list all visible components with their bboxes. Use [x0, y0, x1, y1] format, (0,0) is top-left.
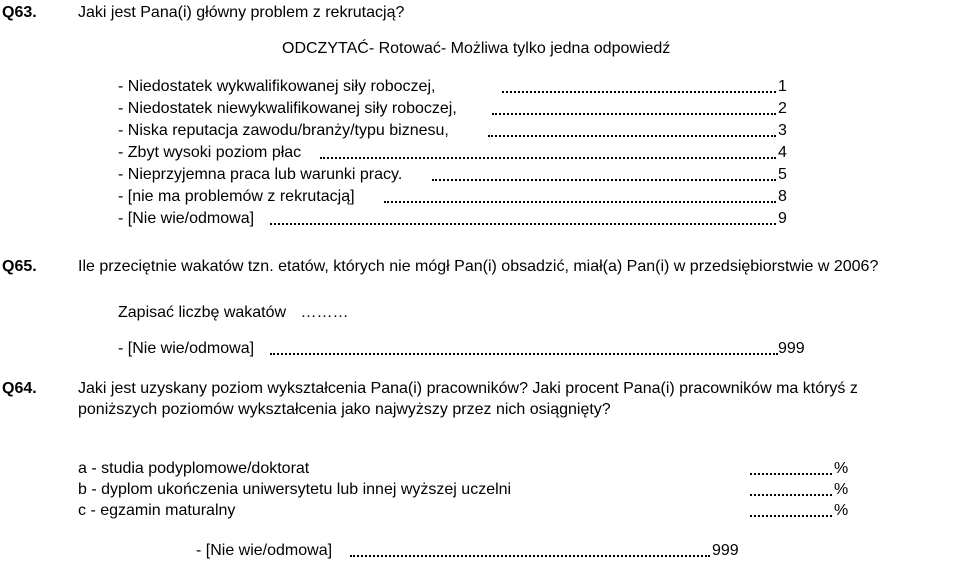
q64-option-b[interactable] — [78, 481, 858, 499]
dot-leader — [750, 481, 832, 496]
option-label: - [nie ma problemów z rekrutacją] — [118, 188, 355, 205]
option-label: - [Nie wie/odmowa] — [196, 542, 333, 559]
percent-sign: % — [834, 502, 849, 519]
q63-option-2[interactable] — [118, 100, 790, 118]
option-label: - Niska reputacja zawodu/branży/typu biznesu, — [118, 122, 449, 139]
dot-leader — [320, 144, 776, 159]
dot-leader — [488, 122, 776, 137]
option-label: - Niedostatek niewykwalifikowanej siły roboczej, — [118, 100, 457, 117]
q63-question: Jaki jest Pana(i) główny problem z rekrutacją? — [78, 4, 405, 21]
option-label: c - egzamin maturalny — [78, 502, 236, 519]
option-code: 4 — [778, 144, 787, 161]
q65-question: Ile przeciętnie wakatów tzn. etatów, których nie mógł Pan(i) obsadzić, miał(a) Pan(i) w przedsiębiorstwie w 2006? — [78, 258, 879, 275]
q64-number: Q64. — [2, 380, 37, 397]
dot-leader — [502, 78, 776, 93]
option-code: 5 — [778, 166, 787, 183]
q64-dk-option[interactable] — [196, 542, 756, 560]
option-label: - Niedostatek wykwalifikowanej siły roboczej, — [118, 78, 436, 95]
q64-option-a[interactable] — [78, 460, 858, 478]
percent-sign: % — [834, 460, 849, 477]
dot-leader — [350, 542, 710, 557]
instruction-text: Zapisać liczbę wakatów — [118, 304, 287, 321]
q63-option-3[interactable] — [118, 122, 790, 140]
q63-option-1[interactable] — [118, 78, 790, 96]
option-label: - [Nie wie/odmowa] — [118, 210, 255, 227]
q63-option-8[interactable] — [118, 188, 790, 206]
answer-blank[interactable]: ……… — [300, 304, 349, 321]
option-code: 999 — [712, 542, 739, 559]
q63-option-4[interactable] — [118, 144, 790, 162]
option-label: - [Nie wie/odmowa] — [118, 340, 255, 357]
option-label: - Nieprzyjemna praca lub warunki pracy. — [118, 166, 403, 183]
q65-instruction — [118, 304, 349, 322]
option-code: 8 — [778, 188, 787, 205]
q63-option-9[interactable] — [118, 210, 790, 228]
option-label: - Zbyt wysoki poziom płac — [118, 144, 302, 161]
dot-leader — [384, 188, 776, 203]
q64-option-c[interactable] — [78, 502, 858, 520]
q63-instruction: ODCZYTAĆ- Rotować- Możliwa tylko jedna odpowiedź — [282, 40, 671, 57]
percent-sign: % — [834, 481, 849, 498]
q64-question-line2: poniższych poziomów wykształcenia jako najwyższy przez nich osiągnięty? — [78, 401, 611, 418]
q65-number: Q65. — [2, 258, 37, 275]
option-code: 3 — [778, 122, 787, 139]
q65-dk-option[interactable] — [118, 340, 818, 358]
option-code: 1 — [778, 78, 787, 95]
q64-question-line1: Jaki jest uzyskany poziom wykształcenia Pana(i) pracowników? Jaki procent Pana(i) pracowników ma któryś z — [78, 380, 858, 397]
dot-leader — [270, 210, 776, 225]
dot-leader — [432, 166, 776, 181]
q63-number: Q63. — [2, 4, 37, 21]
q63-option-5[interactable] — [118, 166, 790, 184]
option-label: b - dyplom ukończenia uniwersytetu lub innej wyższej uczelni — [78, 481, 512, 498]
dot-leader — [270, 340, 778, 355]
option-code: 2 — [778, 100, 787, 117]
option-label: a - studia podyplomowe/doktorat — [78, 460, 310, 477]
dot-leader — [750, 502, 832, 517]
dot-leader — [750, 460, 832, 475]
option-code: 999 — [778, 340, 805, 357]
option-code: 9 — [778, 210, 787, 227]
dot-leader — [492, 100, 776, 115]
